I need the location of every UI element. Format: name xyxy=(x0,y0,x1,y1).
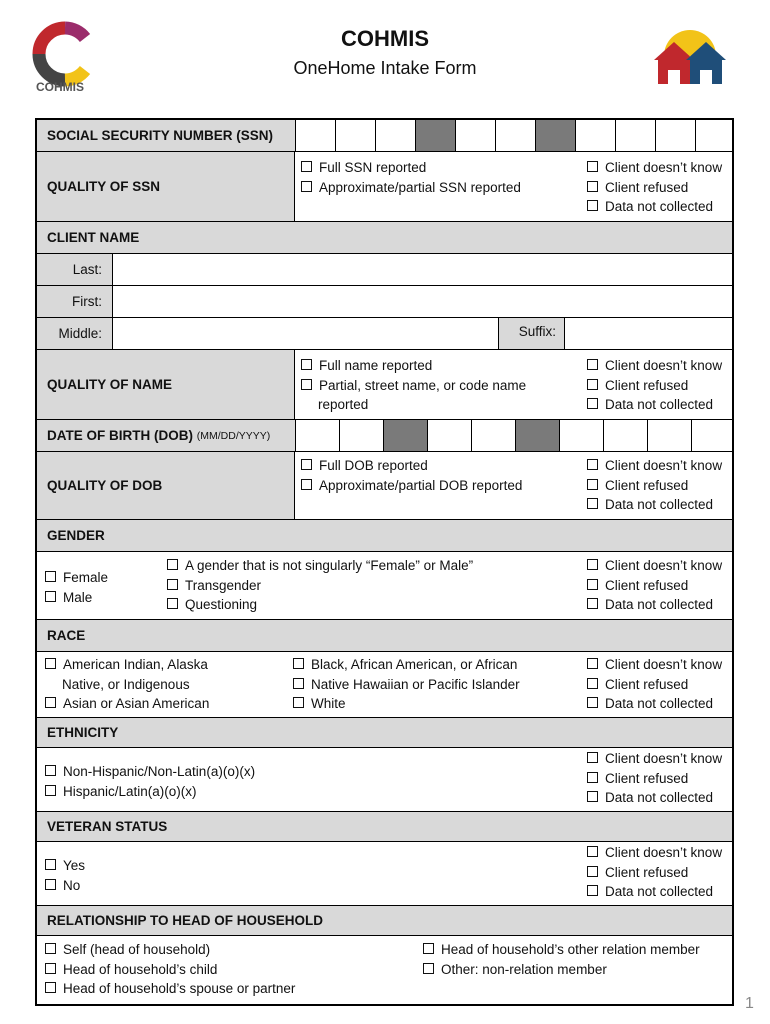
checkbox-icon[interactable] xyxy=(587,752,598,763)
quality-dob-label: QUALITY OF DOB xyxy=(37,452,295,519)
intake-form xyxy=(35,118,734,1006)
checkbox-icon[interactable] xyxy=(587,697,598,708)
checkbox-option[interactable]: Client refused xyxy=(587,576,732,596)
quality-name-label: QUALITY OF NAME xyxy=(37,350,295,419)
checkbox-option[interactable]: Client refused xyxy=(587,178,732,198)
dob-digit[interactable] xyxy=(691,420,732,451)
quality-name-other-options xyxy=(583,350,732,419)
checkbox-option[interactable]: Native Hawaiian or Pacific Islander xyxy=(293,675,583,695)
checkbox-icon[interactable] xyxy=(587,598,598,609)
middle-name-label: Middle: xyxy=(37,318,113,349)
checkbox-option[interactable]: Female xyxy=(45,568,159,588)
dob-digit[interactable] xyxy=(603,420,647,451)
dob-digit-boxes[interactable] xyxy=(295,420,732,451)
checkbox-option[interactable]: Black, African American, or African xyxy=(293,655,583,675)
ethnicity-col3 xyxy=(583,748,732,811)
checkbox-option[interactable]: Client doesn’t know xyxy=(587,843,732,863)
last-name-field[interactable] xyxy=(113,254,732,285)
checkbox-icon[interactable] xyxy=(45,571,56,582)
checkbox-option[interactable]: Yes xyxy=(45,856,583,876)
ethnicity-col1 xyxy=(37,748,583,811)
checkbox-icon[interactable] xyxy=(587,791,598,802)
checkbox-option[interactable]: Client refused xyxy=(587,863,732,883)
checkbox-option[interactable]: Asian or Asian American xyxy=(45,694,283,714)
checkbox-icon[interactable] xyxy=(587,161,598,172)
ethnicity-options-row xyxy=(37,748,732,812)
last-name-label: Last: xyxy=(37,254,113,285)
checkbox-icon[interactable] xyxy=(587,885,598,896)
dob-digit[interactable] xyxy=(427,420,471,451)
checkbox-option[interactable]: Data not collected xyxy=(587,595,732,615)
checkbox-icon[interactable] xyxy=(301,181,312,192)
race-label: RACE xyxy=(47,628,86,643)
client-name-label: CLIENT NAME xyxy=(47,230,140,245)
checkbox-icon[interactable] xyxy=(423,943,434,954)
suffix-field[interactable] xyxy=(565,318,732,349)
checkbox-icon[interactable] xyxy=(301,379,312,390)
checkbox-icon[interactable] xyxy=(587,181,598,192)
checkbox-option[interactable]: Transgender xyxy=(167,576,583,596)
first-name-label: First: xyxy=(37,286,113,317)
veteran-col3 xyxy=(583,842,732,905)
gender-header xyxy=(37,520,732,552)
dob-digit[interactable] xyxy=(295,420,339,451)
dob-label: DATE OF BIRTH (DOB) (MM/DD/YYYY) xyxy=(47,428,271,443)
checkbox-option[interactable]: Data not collected xyxy=(587,882,732,902)
quality-dob-row xyxy=(37,452,732,520)
race-col2 xyxy=(283,652,583,717)
checkbox-icon[interactable] xyxy=(45,785,56,796)
checkbox-option[interactable]: Client doesn’t know xyxy=(587,749,732,769)
veteran-options-row xyxy=(37,842,732,906)
checkbox-icon[interactable] xyxy=(301,459,312,470)
quality-name-row xyxy=(37,350,732,420)
checkbox-option[interactable]: Client doesn’t know xyxy=(587,158,732,178)
checkbox-icon[interactable] xyxy=(587,498,598,509)
ssn-digit[interactable] xyxy=(655,120,695,151)
checkbox-option[interactable]: Non-Hispanic/Non-Latin(a)(o)(x) xyxy=(45,762,583,782)
race-header xyxy=(37,620,732,652)
ssn-digit[interactable] xyxy=(575,120,615,151)
house-logo xyxy=(650,26,730,88)
ethnicity-header xyxy=(37,718,732,748)
checkbox-option[interactable]: Client doesn’t know xyxy=(587,655,732,675)
race-options-row xyxy=(37,652,732,718)
checkbox-option[interactable]: Partial, street name, or code name xyxy=(301,376,583,396)
checkbox-option[interactable]: Questioning xyxy=(167,595,583,615)
ssn-label: SOCIAL SECURITY NUMBER (SSN) xyxy=(47,128,274,143)
checkbox-option[interactable]: Hispanic/Latin(a)(o)(x) xyxy=(45,782,583,802)
checkbox-option[interactable]: Data not collected xyxy=(587,788,732,808)
checkbox-icon[interactable] xyxy=(45,697,56,708)
checkbox-icon[interactable] xyxy=(45,765,56,776)
quality-ssn-label: QUALITY OF SSN xyxy=(37,152,295,221)
page-subtitle: OneHome Intake Form xyxy=(293,58,477,78)
checkbox-option[interactable]: Client refused xyxy=(587,769,732,789)
first-name-row xyxy=(37,286,732,318)
dob-separator xyxy=(383,420,427,451)
ssn-digit[interactable] xyxy=(695,120,732,151)
checkbox-option[interactable]: Client refused xyxy=(587,675,732,695)
gender-col3 xyxy=(583,552,732,619)
option-continuation: reported xyxy=(318,397,369,412)
ssn-digit[interactable] xyxy=(455,120,495,151)
checkbox-option[interactable]: Self (head of household) xyxy=(45,940,417,960)
checkbox-option[interactable]: A gender that is not singularly “Female” or Male” xyxy=(167,556,583,576)
checkbox-icon[interactable] xyxy=(587,359,598,370)
checkbox-option[interactable]: Approximate/partial SSN reported xyxy=(301,178,583,198)
checkbox-icon[interactable] xyxy=(293,678,304,689)
checkbox-icon[interactable] xyxy=(167,559,178,570)
middle-name-field[interactable] xyxy=(113,318,499,349)
checkbox-icon[interactable] xyxy=(45,879,56,890)
dob-row xyxy=(37,420,732,452)
relationship-col1 xyxy=(37,936,417,1004)
dob-digit[interactable] xyxy=(471,420,515,451)
checkbox-icon[interactable] xyxy=(587,658,598,669)
checkbox-option[interactable]: Other: non-relation member xyxy=(423,960,732,980)
checkbox-icon[interactable] xyxy=(293,697,304,708)
checkbox-icon[interactable] xyxy=(45,982,56,993)
gender-col2 xyxy=(159,552,583,619)
veteran-header xyxy=(37,812,732,842)
relationship-options-row xyxy=(37,936,732,1004)
checkbox-option[interactable]: Client doesn’t know xyxy=(587,356,732,376)
quality-ssn-other-options xyxy=(583,152,732,221)
middle-name-row xyxy=(37,318,732,350)
checkbox-option[interactable]: Full name reported xyxy=(301,356,583,376)
veteran-label: VETERAN STATUS xyxy=(47,819,168,834)
gender-col1 xyxy=(37,552,159,619)
suffix-label: Suffix: xyxy=(499,318,565,349)
house-logo-graphic xyxy=(650,26,730,88)
checkbox-icon[interactable] xyxy=(587,398,598,409)
checkbox-option[interactable]: Client refused xyxy=(587,376,732,396)
checkbox-option[interactable]: Male xyxy=(45,588,159,608)
checkbox-icon[interactable] xyxy=(587,866,598,877)
checkbox-option[interactable]: Client doesn’t know xyxy=(587,456,732,476)
last-name-row xyxy=(37,254,732,286)
checkbox-option[interactable]: Client doesn’t know xyxy=(587,556,732,576)
page-title: COHMIS xyxy=(341,26,429,51)
relationship-label: RELATIONSHIP TO HEAD OF HOUSEHOLD xyxy=(47,913,324,928)
first-name-field[interactable] xyxy=(113,286,732,317)
checkbox-icon[interactable] xyxy=(587,772,598,783)
checkbox-icon[interactable] xyxy=(293,658,304,669)
checkbox-icon[interactable] xyxy=(587,559,598,570)
page-number: 1 xyxy=(745,995,754,1012)
checkbox-option[interactable]: Data not collected xyxy=(587,694,732,714)
checkbox-icon[interactable] xyxy=(167,598,178,609)
quality-ssn-row xyxy=(37,152,732,222)
veteran-col1 xyxy=(37,842,583,905)
race-col3 xyxy=(583,652,732,717)
checkbox-option[interactable]: White xyxy=(293,694,583,714)
dob-separator xyxy=(515,420,559,451)
checkbox-icon[interactable] xyxy=(587,479,598,490)
checkbox-option[interactable]: Head of household’s child xyxy=(45,960,417,980)
checkbox-icon[interactable] xyxy=(301,161,312,172)
dob-format: (MM/DD/YYYY) xyxy=(196,429,271,442)
checkbox-option[interactable]: Data not collected xyxy=(587,395,732,415)
checkbox-icon[interactable] xyxy=(45,591,56,602)
checkbox-icon[interactable] xyxy=(587,379,598,390)
checkbox-option[interactable]: Full SSN reported xyxy=(301,158,583,178)
checkbox-icon[interactable] xyxy=(301,479,312,490)
ssn-digit[interactable] xyxy=(495,120,535,151)
dob-digit[interactable] xyxy=(647,420,691,451)
option-continuation: Native, or Indigenous xyxy=(62,676,190,692)
quality-ssn-options xyxy=(295,152,583,221)
checkbox-icon[interactable] xyxy=(587,579,598,590)
ssn-digit-boxes[interactable] xyxy=(295,120,732,151)
checkbox-icon[interactable] xyxy=(587,678,598,689)
checkbox-option[interactable]: Client refused xyxy=(587,476,732,496)
ssn-row xyxy=(37,120,732,152)
checkbox-icon[interactable] xyxy=(45,943,56,954)
checkbox-icon[interactable] xyxy=(423,963,434,974)
dob-digit[interactable] xyxy=(339,420,383,451)
gender-label: GENDER xyxy=(47,528,105,543)
dob-digit[interactable] xyxy=(559,420,603,451)
checkbox-icon[interactable] xyxy=(45,963,56,974)
ssn-digit[interactable] xyxy=(335,120,375,151)
checkbox-icon[interactable] xyxy=(587,459,598,470)
relationship-header xyxy=(37,906,732,936)
ssn-digit[interactable] xyxy=(295,120,335,151)
checkbox-option[interactable]: Data not collected xyxy=(587,197,732,217)
quality-dob-options xyxy=(295,452,583,519)
checkbox-icon[interactable] xyxy=(45,658,56,669)
checkbox-option[interactable]: Head of household’s other relation member xyxy=(423,940,732,960)
checkbox-icon[interactable] xyxy=(45,859,56,870)
checkbox-option[interactable]: Head of household’s spouse or partner xyxy=(45,979,417,999)
checkbox-option[interactable]: Approximate/partial DOB reported xyxy=(301,476,583,496)
checkbox-icon[interactable] xyxy=(587,846,598,857)
ethnicity-label: ETHNICITY xyxy=(47,725,119,740)
checkbox-option[interactable]: American Indian, Alaska xyxy=(45,655,283,675)
client-name-header xyxy=(37,222,732,254)
relationship-col2 xyxy=(417,936,732,1004)
checkbox-option[interactable]: No xyxy=(45,876,583,896)
quality-dob-other-options xyxy=(583,452,732,519)
ssn-separator xyxy=(415,120,455,151)
checkbox-option[interactable]: Full DOB reported xyxy=(301,456,583,476)
ssn-digit[interactable] xyxy=(615,120,655,151)
quality-name-options xyxy=(295,350,583,419)
ssn-separator xyxy=(535,120,575,151)
checkbox-option[interactable]: Data not collected xyxy=(587,495,732,515)
checkbox-icon[interactable] xyxy=(301,359,312,370)
logo-lettering: COHMIS xyxy=(36,80,84,94)
race-col1 xyxy=(37,652,283,717)
gender-options-row xyxy=(37,552,732,620)
ssn-digit[interactable] xyxy=(375,120,415,151)
checkbox-icon[interactable] xyxy=(587,200,598,211)
checkbox-icon[interactable] xyxy=(167,579,178,590)
